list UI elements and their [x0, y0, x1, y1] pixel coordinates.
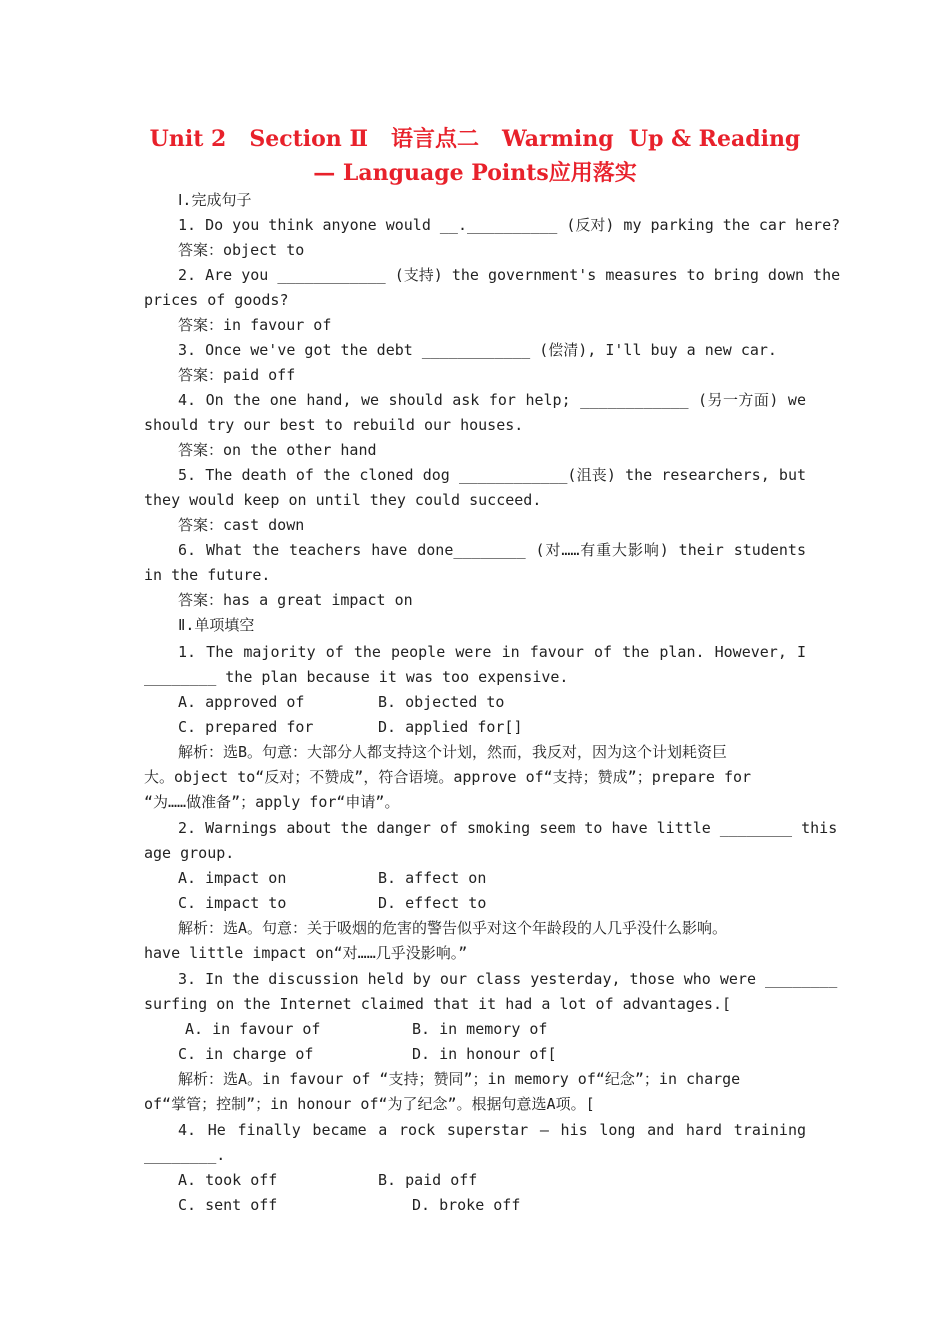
option-c: C. sent off [178, 1196, 278, 1214]
option-b: B. objected to [378, 693, 505, 711]
explanation-text: 解析：选A。in favour of “支持；赞同”；in memory of“纪念”；in charge [178, 1070, 741, 1088]
option-a: A. impact on [178, 869, 287, 887]
document-title-line-1: Unit 2 Section Ⅱ 语言点二 Warming Up & Reading [149, 126, 801, 152]
answer-text: 答案：paid off [178, 366, 296, 384]
question-text: 2. Are you ____________ (支持) the government's measures to bring down the [178, 266, 841, 284]
option-c: C. in charge of [178, 1045, 314, 1063]
option-a: A. approved of [178, 693, 305, 711]
option-c: C. prepared for [178, 718, 314, 736]
question-text: age group. [144, 844, 235, 862]
section-heading-1: Ⅰ.完成句子 [178, 191, 252, 209]
question-text: 4. On the one hand, we should ask for help; ____________ (另一方面) we [178, 391, 806, 409]
option-c: C. impact to [178, 894, 287, 912]
explanation-text: 解析：选A。句意：关于吸烟的危害的警告似乎对这个年龄段的人几乎没什么影响。 [178, 919, 728, 937]
option-a: A. in favour of [185, 1020, 321, 1038]
question-text: 1. The majority of the people were in favour of the plan. However, I [178, 643, 806, 661]
option-a: A. took off [178, 1171, 278, 1189]
question-text: 6. What the teachers have done________ (对……有重大影响) their students [178, 541, 806, 559]
document-title-line-2: — Language Points应用落实 [313, 160, 637, 186]
section-heading-2: Ⅱ.单项填空 [178, 616, 255, 634]
question-text: 3. Once we've got the debt ____________ (偿清), I'll buy a new car. [178, 341, 777, 359]
option-b: B. paid off [378, 1171, 478, 1189]
question-text: prices of goods? [144, 291, 289, 309]
answer-text: 答案：has a great impact on [178, 591, 413, 609]
option-d: D. in honour of[ [412, 1045, 557, 1063]
answer-text: 答案：on the other hand [178, 441, 377, 459]
answer-text: 答案：object to [178, 241, 305, 259]
question-text: 1. Do you think anyone would __.__________ (反对) my parking the car here? [178, 216, 841, 234]
answer-text: 答案：cast down [178, 516, 305, 534]
question-text: in the future. [144, 566, 271, 584]
question-text: 5. The death of the cloned dog ____________(沮丧) the researchers, but [178, 466, 806, 484]
question-text: they would keep on until they could succeed. [144, 491, 542, 509]
question-text: 2. Warnings about the danger of smoking seem to have little ________ this [178, 819, 838, 837]
option-d: D. broke off [412, 1196, 521, 1214]
explanation-text: have little impact on“对……几乎没影响。” [144, 944, 468, 962]
option-b: B. in memory of [412, 1020, 548, 1038]
question-text: should try our best to rebuild our houses. [144, 416, 524, 434]
option-b: B. affect on [378, 869, 487, 887]
question-text: 4. He finally became a rock superstar — his long and hard training [178, 1121, 806, 1139]
question-text: ________. [144, 1146, 226, 1164]
answer-text: 答案：in favour of [178, 316, 332, 334]
explanation-text: of“掌管；控制”；in honour of“为了纪念”。根据句意选A项。[ [144, 1095, 595, 1113]
option-d: D. applied for[] [378, 718, 523, 736]
explanation-text: “为……做准备”；apply for“申请”。 [144, 793, 400, 811]
question-text: surfing on the Internet claimed that it had a lot of advantages.[ [144, 995, 731, 1013]
option-d: D. effect to [378, 894, 487, 912]
question-text: 3. In the discussion held by our class yesterday, those who were ________ [178, 970, 838, 988]
question-text: ________ the plan because it was too expensive. [144, 668, 569, 686]
explanation-text: 大。object to“反对；不赞成”，符合语境。approve of“支持；赞成”；prepare for [144, 768, 752, 786]
explanation-text: 解析：选B。句意：大部分人都支持这个计划，然而，我反对，因为这个计划耗资巨 [178, 743, 728, 761]
